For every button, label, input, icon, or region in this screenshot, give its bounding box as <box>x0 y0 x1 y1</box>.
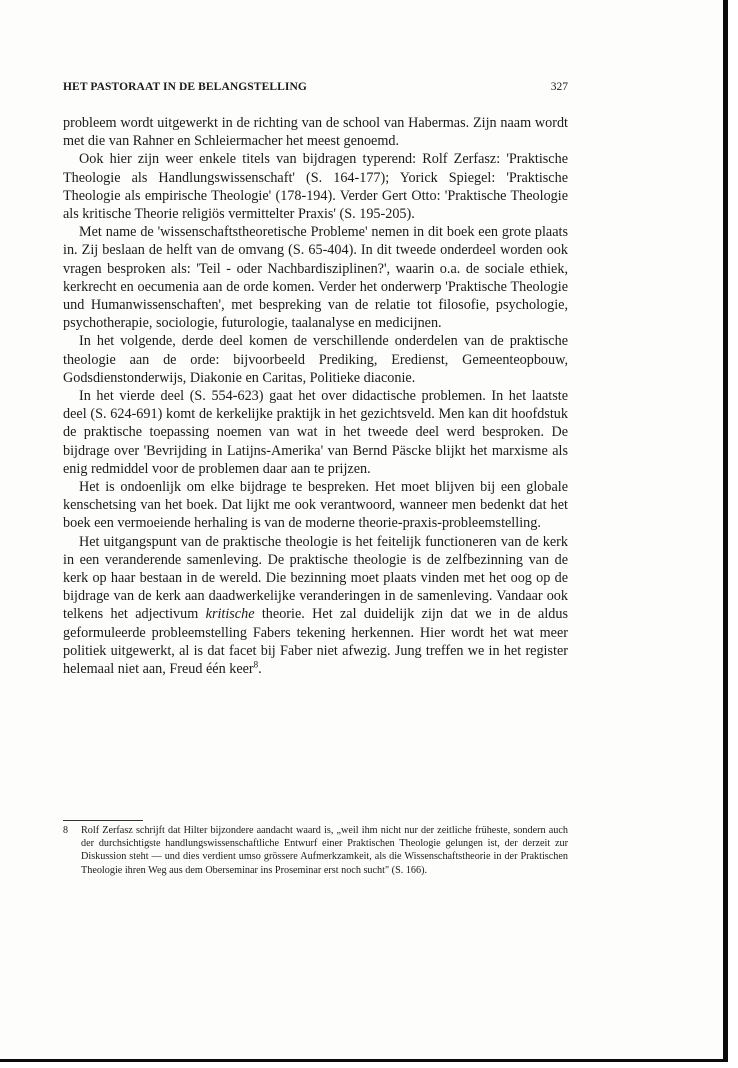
footnote-reference[interactable]: 8 <box>253 659 259 670</box>
paragraph: In het vierde deel (S. 554-623) gaat het over didactische problemen. In het laatste deel (S. 624-691) komt de kerkelijke praktijk in het gezichtsveld. Men kan dit hoofdstuk de praktische toepassing noemen van wat in het tweede deel werd besproken. De bijdrage over 'Bevrijding in Latijns-Amerika' van Bernd Päscke blijkt het marxisme als enig redmiddel voor de problemen daar aan te prijzen. <box>63 388 568 477</box>
footnote-mark: 8 <box>63 825 68 836</box>
footnote-divider <box>63 820 143 821</box>
paragraph-last <box>63 533 568 679</box>
paragraph: Met name de 'wissenschaftstheoretische Probleme' nemen in dit boek een grote plaats in. Zij beslaan de helft van de omvang (S. 65-404). In dit tweede onderdeel worden ook vragen besproken als: 'Teil - oder Nachbardisziplinen?', waarin o.a. de sociale ethiek, kerkrecht en oecumenia aan de orde komen. Verder het onderwerp 'Praktische Theologie und Humanwissenschaften', met bespreking van de relatie tot filosofie, psychologie, psychotherapie, sociologie, futurologie, taalanalyse en medicijnen. <box>63 224 568 332</box>
paragraph-text: theorie. Het zal duidelijk zijn dat we in de aldus geformuleerde probleemstelling Fabers tekening herkennen. Hier wordt het wat meer politiek uitgewerkt, al is dat facet bij Faber niet afwezig. Jung treffen we in het register helemaal niet aan, Freud één keer <box>63 606 569 678</box>
paragraph-end: . <box>258 661 262 678</box>
paragraph-text: Het uitgangspunt van de praktische theologie is het feitelijk functioneren van de kerk in een veranderende samenleving. De praktische theologie is de zelfbezinning van de kerk op haar bestaan in de wereld. Die bezinning moet plaats vinden met het oog op de bijdrage van de kerk aan daadwerkelijke veranderingen in de samenleving. Vandaar ook telkens het adjectivum <box>63 533 568 623</box>
paragraph: In het volgende, derde deel komen de verschillende onderdelen van de praktische theologie aan de orde: bijvoorbeeld Prediking, Eredienst, Gemeenteopbouw, Godsdienstonderwijs, Diakonie en Caritas, Politieke diaconie. <box>63 333 568 386</box>
page-header <box>63 81 568 99</box>
italic-term: kritische <box>205 606 255 623</box>
footnote-text: Rolf Zerfasz schrijft dat Hilter bijzondere aandacht waard is, „weil ihm nicht nur der zeitliche früheste, sondern auch der durchsichtigste handlungswissenschaftliche Entwurf einer Praktischen Theologie gelungen ist, der derzeit zur Diskussion steht — und dies verdient umso grössere Aufmerkzamkeit, als die Wissenschaftstheorie in der Praktischen Theologie ihren Weg aus dem Oberseminar ins Proseminar erst noch sucht" (S. 166). <box>81 825 568 876</box>
footnote <box>63 824 568 877</box>
paragraph: Ook hier zijn weer enkele titels van bijdragen typerend: Rolf Zerfasz: 'Praktische Theologie als Handlungswissenschaft' (S. 164-177); Yorick Spiegel: 'Praktische Theologie als empirische Theologie' (178-194). Verder Gert Otto: 'Praktische Theologie als kritische Theorie religiös vermittelter Praxis' (S. 195-205). <box>63 151 568 223</box>
paragraph: Het is ondoenlijk om elke bijdrage te bespreken. Het moet blijven bij een globale kenschetsing van het boek. Dat lijkt me ook verantwoord, wanneer men bedenkt dat het boek een vermoeiende herhaling is van de moderne theorie-praxis-probleemstelling. <box>63 479 568 532</box>
running-head: HET PASTORAAT IN DE BELANGSTELLING <box>63 81 307 93</box>
page-number: 327 <box>550 81 568 93</box>
paragraph: probleem wordt uitgewerkt in de richting van de school van Habermas. Zijn naam wordt met die van Rahner en Schleiermacher het meest genoemd. <box>63 115 568 150</box>
body-text <box>63 114 568 678</box>
